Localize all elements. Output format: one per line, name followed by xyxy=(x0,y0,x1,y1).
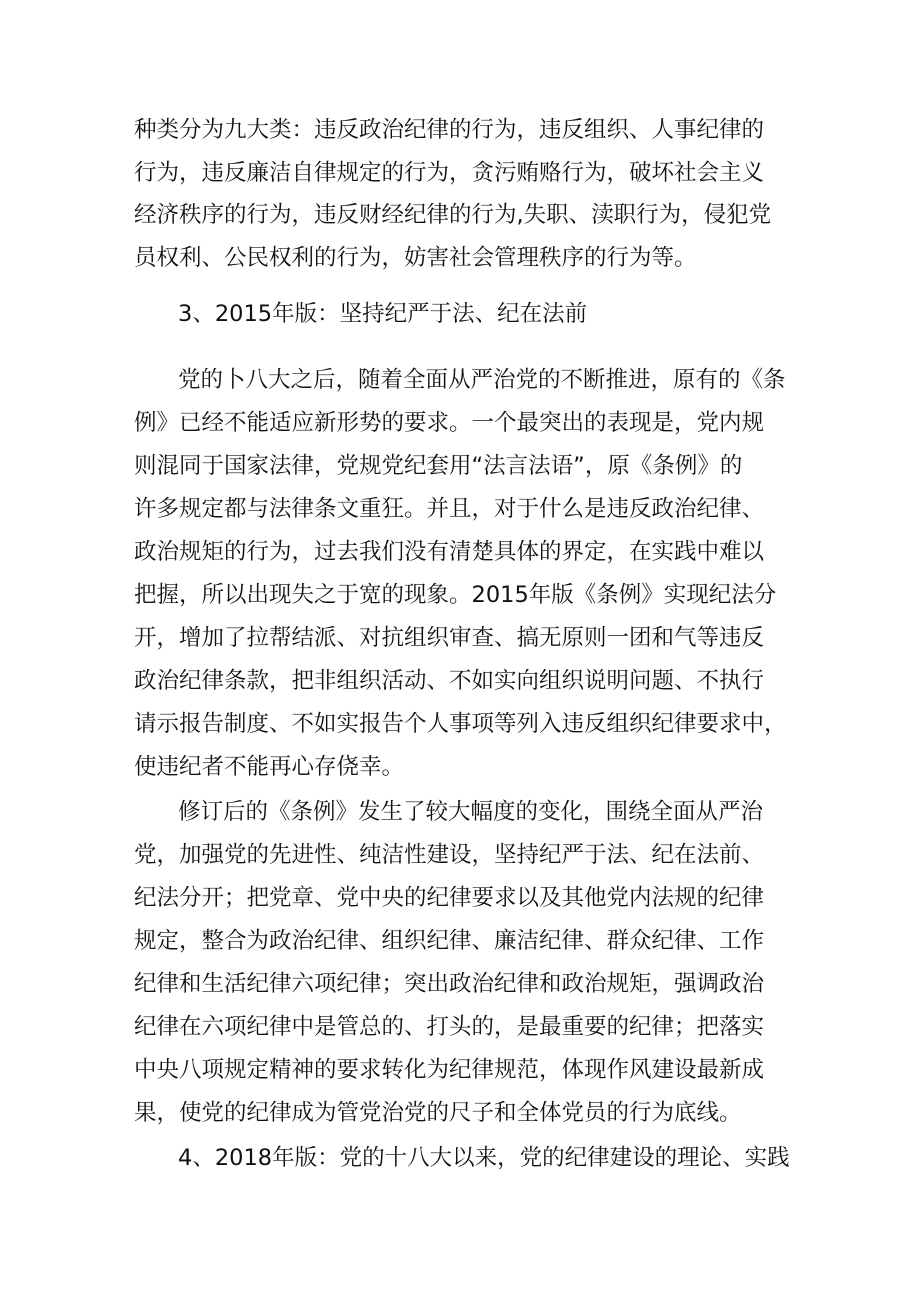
text-line: 经济秩序的行为，违反财经纪律的行为,失职、渎职行为，侵犯党 xyxy=(134,202,772,228)
text-line: 纪律在六项纪律中是管总的、打头的，是最重要的纪律；把落实 xyxy=(134,1014,765,1040)
text-line: 许多规定都与法律条文重狂。并且，对于什么是违反政治纪律、 xyxy=(134,496,765,522)
section-heading: 4、2018年版：党的十八大以来，党的纪律建设的理论、实践 xyxy=(178,1145,790,1171)
text-line: 开，增加了拉帮结派、对抗组织审查、搞无原则一团和气等违反 xyxy=(134,625,765,651)
text-line: 把握，所以出现失之于宽的现象。2015年版《条例》实现纪法分 xyxy=(134,582,777,608)
text-line: 中央八项规定精神的要求转化为纪律规范，体现作风建设最新成 xyxy=(134,1057,765,1083)
text-line: 修订后的《条例》发生了较大幅度的变化，围绕全面从严治 xyxy=(178,799,764,825)
text-line: 党，加强党的先进性、纯洁性建设，坚持纪严于法、纪在法前、 xyxy=(134,842,765,868)
text-line: 使违纪者不能再心存侥幸。 xyxy=(134,754,405,780)
text-line: 行为，违反廉洁自律规定的行为，贪污贿赂行为，破坏社会主义 xyxy=(134,160,765,186)
text-line: 纪律和生活纪律六项纪律；突出政治纪律和政治规矩，强调政治 xyxy=(134,971,765,997)
text-line: 党的卜八大之后，随着全面从严治党的不断推进，原有的《条 xyxy=(178,367,786,393)
text-line: 政治规矩的行为，过去我们没有清楚具体的界定，在实践中难以 xyxy=(134,539,765,565)
text-line: 员权利、公民权利的行为，妨害社会管理秩序的行为等。 xyxy=(134,245,697,271)
section-heading: 3、2015年版：坚持纪严于法、纪在法前 xyxy=(178,301,588,327)
text-line: 纪法分开；把党章、党中央的纪律要求以及其他党内法规的纪律 xyxy=(134,885,765,911)
text-line: 果，使党的纪律成为管党治党的尺子和全体党员的行为底线。 xyxy=(134,1100,742,1126)
text-line: 规定，整合为政治纪律、组织纪律、廉洁纪律、群众纪律、工作 xyxy=(134,928,765,954)
text-line: 请示报告制度、不如实报告个人事项等列入违反组织纪律要求中， xyxy=(134,711,787,737)
text-line: 种类分为九大类：违反政治纪律的行为，违反组织、人事纪律的 xyxy=(134,117,765,143)
text-line: 例》已经不能适应新形势的要求。一个最突出的表现是，党内规 xyxy=(134,410,765,436)
text-line: 政治纪律条款，把非组织活动、不如实向组织说明问题、不执行 xyxy=(134,668,765,694)
text-line: 则混同于国家法律，党规党纪套用“法言法语”，原《条例》的 xyxy=(134,453,743,479)
